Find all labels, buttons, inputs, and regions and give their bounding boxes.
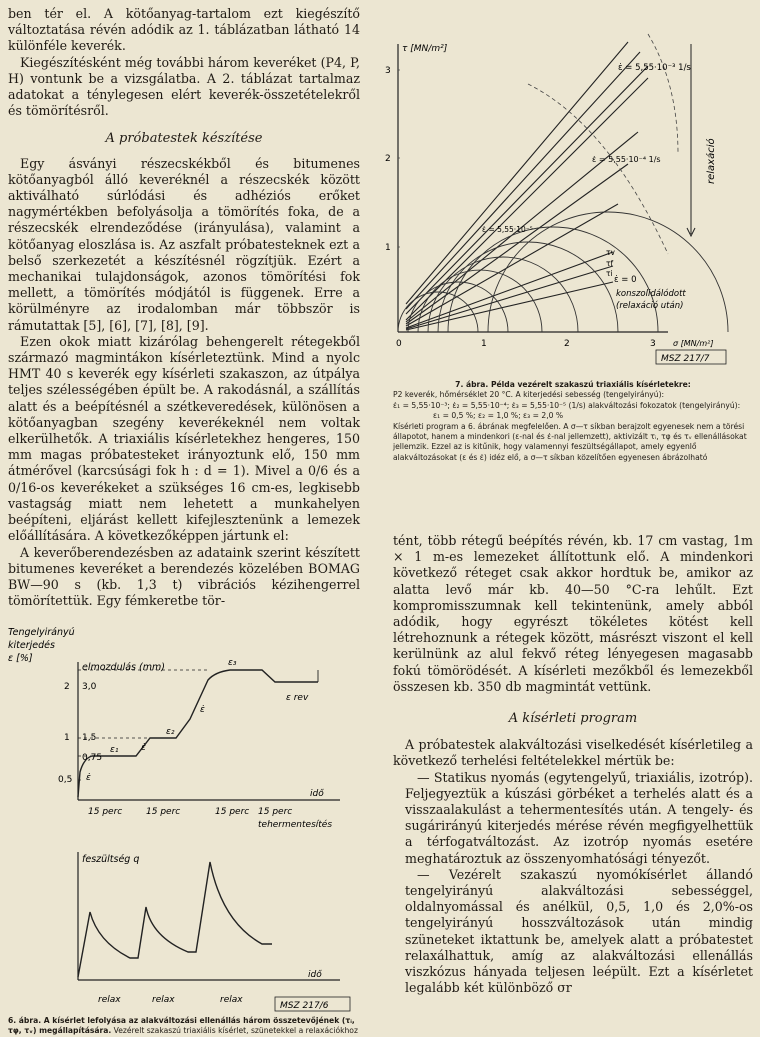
left-paragraph-5: A keverőberendezésben az adataink szerint készített bitumenes keveréket a berendezés közelében BOMAG BW—90 s (kb. 1,3 t) vibrációs kézihengerrel tömörítettük. Egy fémkeretbe tör- (8, 544, 360, 609)
figure-7 (378, 4, 758, 379)
section-heading-kiserleti: A kísérleti program (508, 711, 638, 727)
fig6-label-edot-1: ε̇ (86, 773, 91, 783)
fig6-relax-1: relax (98, 995, 121, 1005)
fig6-tick-2: 2 (64, 682, 70, 692)
fig7-caption-title: 7. ábra. Példa vezérelt szakaszú triaxiális kísérletekre: (455, 380, 691, 389)
fig6-tehermentesites: tehermentesítés (258, 820, 333, 830)
fig7-xtick-0: 0 (396, 339, 402, 349)
fig7-label-tv: τv (606, 248, 615, 257)
figure-6 (0, 612, 380, 1037)
fig7-msz-tag: MSZ 217/7 (661, 354, 710, 364)
fig7-label-tf: τf (606, 259, 614, 268)
left-paragraph-1: ben tér el. A kötőanyag-tartalom ezt kiegészítő változtatása révén adódik az 1. táblázatban látható 14 különféle keverék. (8, 6, 360, 54)
fig6-y-title-1: Tengelyirányú (8, 627, 75, 638)
fig7-xtick-3: 3 (650, 339, 656, 349)
fig7-konszol-1: konszolidálódott (616, 289, 686, 299)
fig6-tick-1-5: 1,5 (82, 733, 97, 743)
fig6-relax-3: relax (220, 995, 243, 1005)
fig6-tick-0-75: 0,75 (82, 753, 103, 763)
left-paragraph-3: Egy ásványi részecskékből és bitumenes kötőanyagból álló keveréknél a részecskék között aktiválható súrlódási és adhéziós erőket nagymértékben befolyásolja a tömörítés foka, de a részecskék elrendeződése (irányulása), valamint a kötőanyag eloszlása is. Az aszfalt próbatesteknek ezt a belső szerkezetét a készítésnél rögzítjük. Ezért a mechanikai tulajdonságok, azonos tömörítési fok mellett, a tömörítés módjától is függenek. Erre a körülményre az irodalomban már többször is rámutattak [5], [6], [7], [8], [9]. (8, 155, 360, 333)
fig6-label-e1: ε₁ (110, 745, 119, 755)
fig6-x-label-2: idő (308, 970, 322, 980)
fig6-tick-15perc-3: 15 perc (215, 807, 250, 817)
fig6-tick-1: 1 (64, 733, 70, 743)
fig6-label-edot-2: ε̇ (141, 743, 146, 753)
fig7-caption-line-1: P2 keverék, hőmérséklet 20 °C. A kiterjedési sebesség (tengelyirányú): (393, 390, 665, 400)
left-column (8, 6, 360, 609)
list-item-vezerelt: — Vezérelt szakaszú nyomókísérlet állandó tengelyirányú alakváltozási sebességgel, oldalnyomással és anélkül, 0,5, 1,0 és 2,0%-os tengelyirányú hosszváltozások után mindig szüneteket iktattunk be, amelyek alatt a próbatestet relaxálhattuk, amíg az alakváltozási ellenállás viszkózus hányada teljesen leépült. Ezt a kísérletet legalább két különböző σr (405, 866, 753, 996)
right-paragraph-1: tént, több rétegű beépítés révén, kb. 17 cm vastag, 1m × 1 m-es lemezeket állítottunk elő. A mindenkori következő réteget csak akkor hordtuk be, amikor az alatta levő már kb. 40—50 °C-ra lehűlt. Ezt kompromisszumnak kell tekintenünk, amely abból adódik, hogy egyrészt tökéletes kötést kell létrehoznunk a rétegek között, másrészt viszont el kell kerülnünk az alul fekvő réteg lényegesen magasabb fokú tömörödését. A kísérleti mezőkből és lemezekből összesen kb. 350 db magmintát vettünk. (393, 533, 753, 694)
fig6-label-edot-3: ε̇ (200, 705, 205, 715)
fig6-y-title-3: ε [%] (8, 653, 33, 664)
fig6-x-label: idő (310, 789, 324, 799)
right-column (393, 533, 753, 996)
fig6-tick-15perc-2: 15 perc (146, 807, 181, 817)
fig6-msz-tag: MSZ 217/6 (280, 1001, 329, 1011)
fig6-relax-2: relax (152, 995, 175, 1005)
fig7-konszol-2: (relaxáció után) (616, 301, 684, 311)
fig7-rate-3: ε̇ = 5,55·10⁻⁵ (482, 225, 533, 234)
fig7-caption-line-4: Kísérleti program a 6. ábrának megfelelően. A σ—τ síkban berajzolt egyenesek nem a törési állapotot, hanem a mindenkori (ε-nal és ε̇-nal jellemzett), aktivizált τᵢ, τφ és τᵥ ellenállásokat jellemzik. Ezzel az is kitűnik, hogy valamennyi feszültségállapot, amely egyenlő alakváltozásokat (ε és ε̇) idéz elő, a σ—τ síkban közelítően egyenesen ábrázolható (393, 421, 747, 462)
fig6-y-subtitle: elmozdulás (mm) (82, 662, 165, 673)
fig6-label-erev: ε rev (286, 693, 309, 703)
fig6-label-e2: ε₂ (166, 727, 175, 737)
fig7-caption-line-3: ε₁ = 0,5 %; ε₂ = 1,0 %; ε₃ = 2,0 % (433, 411, 564, 421)
fig6-stress-label: feszültség q (82, 854, 140, 865)
fig6-tick-15perc-4: 15 perc (258, 807, 293, 817)
left-paragraph-2: Kiegészítésként még további három keveréket (P4, P, H) vontunk be a vizsgálatba. A 2. táblázat tartalmaz adatokat a ténylegesen elért keverék-összetételekről és tömörítésről. (8, 54, 360, 119)
fig7-rate-2: ε̇ = 5,55·10⁻⁴ 1/s (592, 155, 661, 164)
fig7-ytick-2: 2 (385, 154, 391, 164)
fig7-caption (393, 380, 753, 463)
fig6-caption-rest: Vezérelt szakaszú triaxiális kísérlet, szünetekkel a relaxációkhoz (113, 1026, 358, 1036)
right-paragraph-2: A próbatestek alakváltozási viselkedését kísérletileg a következő terhelési feltételekkel mértük be: (393, 737, 753, 769)
list-item-statikus: — Statikus nyomás (egytengelyű, triaxiális, izotróp). Feljegyeztük a kúszási görbéket a terhelés alatt és a visszaalakulást a tehermentesítés után. A tengely- és sugárirányú kiterjedés mérése révén megfigyelhettük a térfogatváltozást. Az izotróp nyomás esetére meghatároztuk az összenyomhatósági tényezőt. (405, 769, 753, 866)
fig7-relaxacio: relaxáció (706, 138, 717, 184)
section-heading-probatestek: A próbatestek készítése (105, 131, 263, 147)
fig7-rate-1: ε̇ = 5,55·10⁻³ 1/s (618, 63, 691, 73)
fig7-x-label: σ [MN/m²] (673, 339, 714, 348)
fig7-label-ti: τi (606, 269, 613, 278)
fig6-tick-0-5: 0,5 (58, 775, 73, 785)
left-paragraph-4: Ezen okok miatt kizárólag behengerelt rétegekből származó magmintákon kísérleteztünk. Mind a nyolc HMT 40 s keverék egy kísérleti szakaszon, az útpálya teljes szélességében épült be. A rakodásnál, a szállítás alatt és a beépítésnél a szétkeveredések, különösen a kötőanyagban szegény keverékeknél nem voltak elkerülhetők. A triaxiális kísérletekhez hengeres, 150 mm magas próbatesteket irányoztunk elő, 150 mm átmérővel (karcsúsági fok h : d = 1). Mivel a 0/6 és a 0/16-os keverékeket a szükséges 16 cm-es, legkisebb vastagság miatt nem lehetett a munkahelyen beépíteni, eljárást kellett kifejlesztenünk a lemezek előállítására. A következőképpen jártunk el: (8, 333, 360, 544)
fig7-y-label: τ [MN/m²] (402, 44, 448, 54)
fig7-xtick-1: 1 (481, 339, 487, 349)
fig7-ytick-1: 1 (385, 243, 391, 253)
fig6-caption (8, 1016, 368, 1037)
fig6-label-e3: ε₃ (228, 658, 237, 668)
fig6-caption-bold: 6. ábra. A kísérlet lefolyása az alakváltozási ellenállás három összetevőjének (τᵢ, τφ, τᵥ) megállapítására. (8, 1016, 355, 1036)
fig6-tick-15perc-1: 15 perc (88, 807, 123, 817)
fig7-xtick-2: 2 (564, 339, 570, 349)
fig7-edot0: ε̇ = 0 (614, 275, 637, 285)
fig7-ytick-3: 3 (385, 66, 391, 76)
fig6-tick-3-0: 3,0 (82, 682, 97, 692)
fig7-caption-line-2: ε̇₁ = 5,55·10⁻³; ε̇₂ = 5,55·10⁻⁴; ε̇₃ = 5,55·10⁻⁵ (1/s) alakváltozási fokozatok (tengelyirányú): (393, 400, 741, 410)
fig6-y-title-2: kiterjedés (8, 640, 55, 651)
